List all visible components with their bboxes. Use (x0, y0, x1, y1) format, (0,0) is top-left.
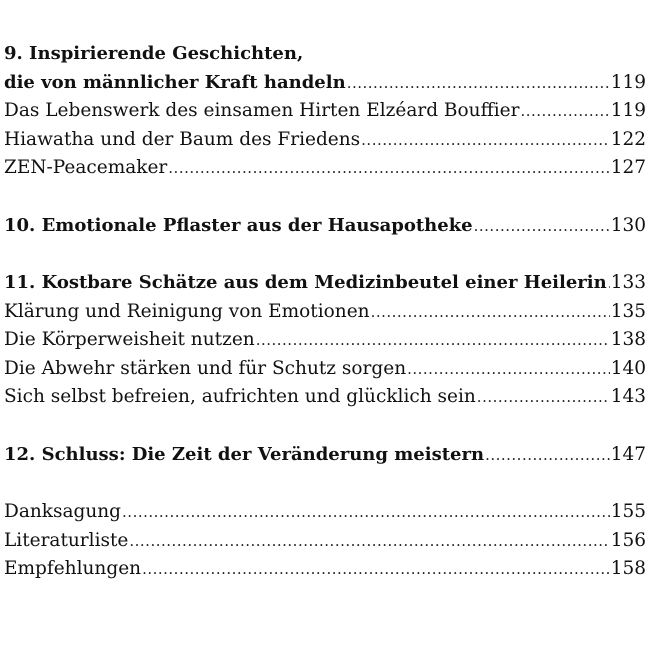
dot-leader (256, 326, 610, 355)
page-number: 122 (610, 128, 646, 150)
page-number: 119 (610, 71, 646, 93)
dot-leader (361, 126, 610, 155)
toc-entry[interactable] (4, 383, 646, 412)
page-number: 147 (610, 443, 646, 465)
dot-leader (168, 154, 609, 183)
section-spacer (4, 412, 646, 441)
page-number: 119 (610, 100, 646, 121)
toc-heading-9-line1 (4, 40, 646, 69)
toc-entry[interactable] (4, 298, 646, 327)
toc-entry-title: Danksagung (4, 501, 122, 522)
dot-leader (485, 441, 610, 470)
page-number: 135 (610, 300, 646, 322)
toc-heading-title: 10. Emotionale Pflaster aus der Hausapotheke (4, 214, 473, 236)
section-spacer (4, 183, 646, 212)
toc-heading-title: 12. Schluss: Die Zeit der Veränderung meistern (4, 443, 485, 465)
toc-entry-title: Empfehlungen (4, 558, 142, 579)
toc-entry[interactable] (4, 326, 646, 355)
table-of-contents (4, 40, 646, 584)
toc-heading-title: 9. Inspirierende Geschichten, (4, 43, 304, 64)
page-number: 143 (610, 386, 646, 407)
toc-heading-11[interactable] (4, 269, 646, 298)
page-number: 158 (610, 558, 646, 579)
page-number: 156 (610, 529, 646, 551)
dot-leader (142, 555, 610, 584)
toc-heading-9[interactable] (4, 69, 646, 98)
toc-heading-title: 11. Kostbare Schätze aus dem Medizinbeutel einer Heilerin (4, 272, 607, 293)
toc-entry[interactable] (4, 97, 646, 126)
toc-entry-title: Klärung und Reinigung von Emotionen (4, 300, 370, 322)
dot-leader (122, 498, 610, 527)
dot-leader (474, 212, 610, 241)
toc-entry-back-matter[interactable] (4, 555, 646, 584)
toc-entry-title: Literaturliste (4, 529, 129, 551)
toc-entry-back-matter[interactable] (4, 527, 646, 556)
page-number: 127 (610, 157, 646, 178)
dot-leader (371, 298, 610, 327)
dot-leader (477, 383, 610, 412)
toc-entry-title: ZEN-Peacemaker (4, 157, 168, 178)
toc-entry[interactable] (4, 126, 646, 155)
toc-entry-title: Die Abwehr stärken und für Schutz sorgen (4, 357, 407, 379)
dot-leader (608, 269, 610, 298)
dot-leader (520, 97, 609, 126)
toc-entry-back-matter[interactable] (4, 498, 646, 527)
page-number: 138 (610, 329, 646, 350)
toc-heading-title: die von männlicher Kraft handeln (4, 71, 346, 93)
toc-heading-10[interactable] (4, 212, 646, 241)
toc-heading-12[interactable] (4, 441, 646, 470)
dot-leader (407, 355, 610, 384)
dot-leader (129, 527, 609, 556)
section-spacer (4, 240, 646, 269)
toc-entry-title: Das Lebenswerk des einsamen Hirten Elzéard Bouffier (4, 100, 520, 121)
page-number: 133 (610, 272, 646, 293)
toc-entry-title: Hiawatha und der Baum des Friedens (4, 128, 361, 150)
page-number: 130 (610, 214, 646, 236)
page-number: 155 (610, 501, 646, 522)
toc-entry[interactable] (4, 154, 646, 183)
toc-entry-title: Sich selbst befreien, aufrichten und glücklich sein (4, 386, 476, 407)
section-spacer (4, 469, 646, 498)
toc-entry-title: Die Körperweisheit nutzen (4, 329, 255, 350)
dot-leader (347, 69, 610, 98)
page-number: 140 (610, 357, 646, 379)
toc-entry[interactable] (4, 355, 646, 384)
